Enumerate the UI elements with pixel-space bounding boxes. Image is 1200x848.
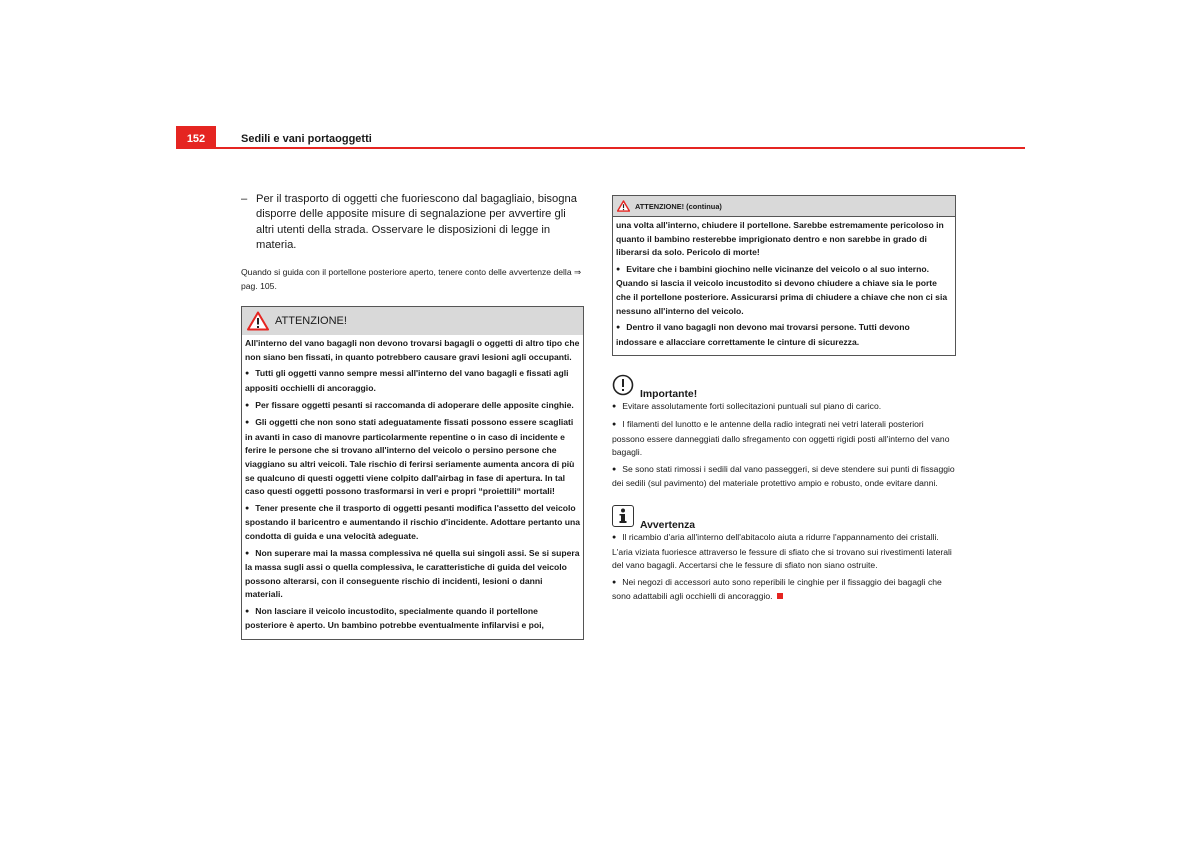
advice-body (612, 531, 956, 604)
note-bullet: ● Se sono stati rimossi i sedili dal vano passeggeri, si deve stendere sui punti di fissaggio dei sedili (sul pavimento) del materiale protettivo ampio e robusto, onde evitare danni. (612, 463, 956, 491)
left-column (241, 192, 584, 640)
note-bullet-last (612, 576, 956, 604)
dash-marker: – (241, 193, 248, 205)
warning-triangle-icon (617, 200, 630, 212)
chapter-title: Sedili e vani portaoggetti (241, 133, 372, 145)
note-bullet: ● Evitare assolutamente forti sollecitazioni puntuali sul piano di carico. (612, 400, 956, 415)
header-rule (176, 147, 1025, 149)
warning-bullet: ● Gli oggetti che non sono stati adeguatamente fissati possono essere scagliati in avanti in caso di manovre particolarmente repentine o in caso di incidente e ferire le persone che si trovano all'interno del veicolo o persino persone che viaggiano su altri veicoli. Tale rischio di ferirsi seriamente aumenta ancora di più se qualcuno di questi oggetti viene colpito dall'airbag in fase di apertura. In tal caso questi oggetti possono trasformarsi in veri e propri “proiettili“ mortali! (245, 416, 580, 499)
end-of-section-marker (777, 593, 783, 599)
warning-bullet: ● Per fissare oggetti pesanti si raccomanda di adoperare delle apposite cinghie. (245, 399, 580, 414)
warning-body (242, 335, 583, 639)
warning-bullet: ● Non superare mai la massa complessiva né quella sui singoli assi. Se si supera la massa sugli assi o quella complessiva, le caratteristiche di guida del veicolo possono alterarsi, con il conseguente rischio di incidenti, lesioni o danni materiali. (245, 547, 580, 602)
exclamation-circle-icon (612, 374, 634, 396)
note-bullet: ● I filamenti del lunotto e le antenne della radio integrati nei vetri laterali posteriori possono essere danneggiati dallo sfregamento con oggetti rigidi posti all'interno del vano bagagli. (612, 418, 956, 460)
note-bullet: ● Il ricambio d'aria all'interno dell'abitacolo aiuta a ridurre l'appannamento dei cristalli. L'aria viziata fuoriesce attraverso le fessure di sfiato che si trovano sui rivestimenti laterali del vano bagagli. Accertarsi che le fessure di sfiato non siano ostruite. (612, 531, 956, 573)
important-header (612, 374, 956, 401)
page-number: 152 (176, 126, 216, 148)
important-note (612, 374, 956, 491)
warning-continued-box (612, 195, 956, 356)
advice-header (612, 505, 956, 531)
dash-list-item (241, 192, 584, 253)
advice-title: Avvertenza (640, 519, 696, 531)
warning-triangle-icon (247, 311, 269, 331)
warning-bullet: ● Evitare che i bambini giochino nelle vicinanze del veicolo o al suo interno. Quando si lascia il veicolo incustodito si devono chiudere a chiave sia le porte che il portellone posteriore. Assicurarsi prima di chiudere a chiave che non ci sia nessuno all'interno del veicolo. (616, 263, 952, 318)
warning-continued-title: ATTENZIONE! (continua) (635, 201, 722, 211)
important-title: Importante! (640, 389, 698, 401)
warning-header (242, 307, 583, 335)
warning-continued-header (613, 196, 955, 217)
warning-bullet: ● Tener presente che il trasporto di oggetti pesanti modifica l'assetto del veicolo spostando il baricentro e aumentando il rischio d'incidente. Adottare pertanto una condotta di guida e una velocità adeguate. (245, 502, 580, 544)
note-bullet-text: ● Nei negozi di accessori auto sono reperibili le cinghie per il fissaggio dei bagagli che sono adattabili agli occhielli di ancoraggio. (612, 577, 942, 602)
advice-note (612, 505, 956, 604)
warning-title: ATTENZIONE! (275, 315, 347, 328)
warning-box (241, 306, 584, 640)
warning-continued-body (613, 217, 955, 355)
warning-intro: All'interno del vano bagagli non devono trovarsi bagagli o oggetti di altro tipo che non siano ben fissati, in quanto potrebbero causare gravi lesioni agli occupanti. (245, 338, 580, 362)
warning-bullet: ● Dentro il vano bagagli non devono mai trovarsi persone. Tutti devono indossare e allacciare correttamente le cinture di sicurezza. (616, 321, 952, 349)
important-body (612, 400, 956, 491)
warning-intro: una volta all'interno, chiudere il portellone. Sarebbe estremamente pericoloso in quanto il bambino resterebbe imprigionato dentro e non sarebbe in grado di liberarsi da solo. Pericolo di morte! (616, 220, 944, 258)
dash-item-text: Per il trasporto di oggetti che fuoriescono dal bagagliaio, bisogna disporre delle apposite misure di segnalazione per avvertire gli altri utenti della strada. Osservare le disposizioni di legge in materia. (256, 193, 577, 251)
warning-bullet: ● Tutti gli oggetti vanno sempre messi all'interno del vano bagagli e fissati agli appositi occhielli di ancoraggio. (245, 367, 580, 395)
info-icon (612, 505, 634, 527)
paragraph: Quando si guida con il portellone posteriore aperto, tenere conto delle avvertenze della ⇒ pag. 105. (241, 267, 582, 292)
warning-bullet: ● Non lasciare il veicolo incustodito, specialmente quando il portellone posteriore è aperto. Un bambino potrebbe eventualmente infilarvisi e poi, (245, 605, 580, 633)
right-column (612, 195, 956, 607)
